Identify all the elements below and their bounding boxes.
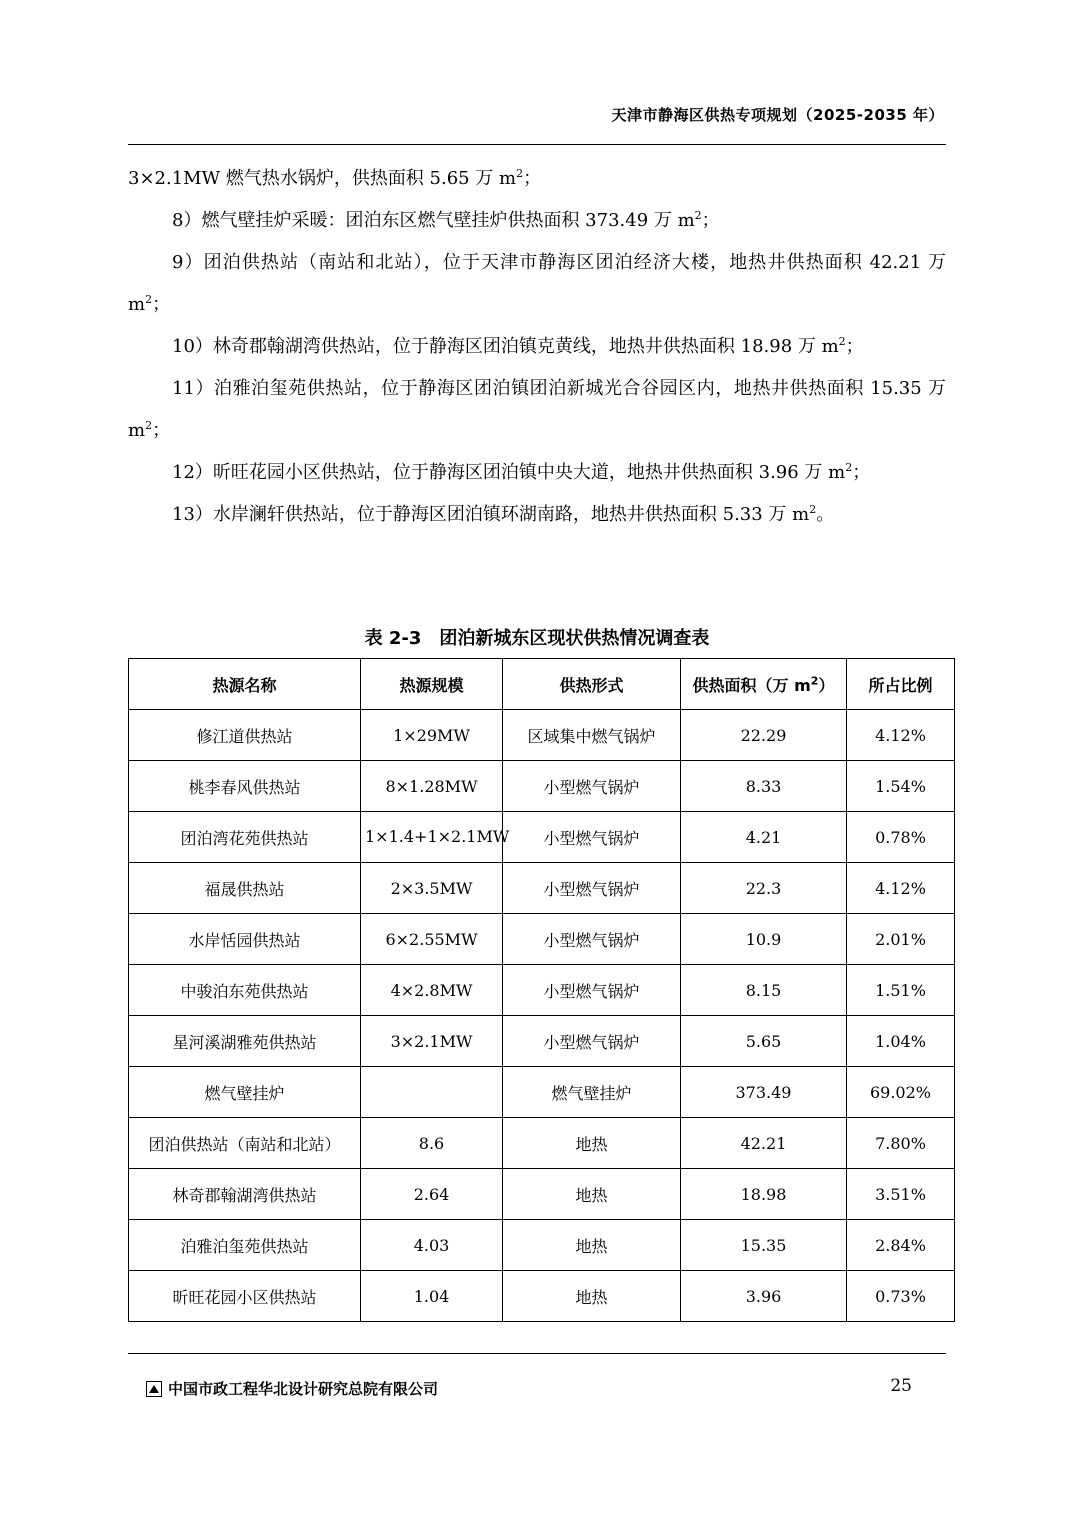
table-cell: 3.51% <box>847 1169 955 1220</box>
table-cell: 42.21 <box>681 1118 847 1169</box>
table-cell: 团泊湾花苑供热站 <box>129 812 361 863</box>
paragraph: 13）水岸澜轩供热站，位于静海区团泊镇环湖南路，地热井供热面积 5.33 万 $m^2$。 <box>172 503 835 525</box>
table-cell: 地热 <box>503 1220 681 1271</box>
col-header-scale: 热源规模 <box>361 659 503 710</box>
table-cell: 林奇郡翰湖湾供热站 <box>129 1169 361 1220</box>
table-row <box>129 812 955 863</box>
table-row <box>129 1016 955 1067</box>
table-cell: 小型燃气锅炉 <box>503 812 681 863</box>
table-row <box>129 761 955 812</box>
table-cell <box>361 1067 503 1118</box>
table-cell: 小型燃气锅炉 <box>503 863 681 914</box>
table-header-row <box>129 659 955 710</box>
col-header-source-name: 热源名称 <box>129 659 361 710</box>
table-cell: 泊雅泊玺苑供热站 <box>129 1220 361 1271</box>
table-cell: 5.65 <box>681 1016 847 1067</box>
table-cell: 1×29MW <box>361 710 503 761</box>
table-cell: 地热 <box>503 1169 681 1220</box>
table-cell: 福晟供热站 <box>129 863 361 914</box>
table-cell: 1.04 <box>361 1271 503 1322</box>
table-cell: 1.04% <box>847 1016 955 1067</box>
page-number: 25 <box>890 1376 912 1396</box>
table-cell: 水岸恬园供热站 <box>129 914 361 965</box>
table-cell: 小型燃气锅炉 <box>503 914 681 965</box>
table-cell: 区域集中燃气锅炉 <box>503 710 681 761</box>
table-cell: 小型燃气锅炉 <box>503 965 681 1016</box>
table-cell: 8.6 <box>361 1118 503 1169</box>
table-cell: 22.29 <box>681 710 847 761</box>
table-cell: 小型燃气锅炉 <box>503 1016 681 1067</box>
table-row <box>129 1067 955 1118</box>
paragraph: 8）燃气壁挂炉采暖：团泊东区燃气壁挂炉供热面积 373.49 万 $m^2$； <box>172 209 720 231</box>
table-cell: 地热 <box>503 1118 681 1169</box>
table-row <box>129 1220 955 1271</box>
table-cell: 1×1.4+1×2.1MW <box>361 812 503 863</box>
table-cell: 2.64 <box>361 1169 503 1220</box>
table-cell: 中骏泊东苑供热站 <box>129 965 361 1016</box>
paragraph: 12）昕旺花园小区供热站，位于静海区团泊镇中央大道，地热井供热面积 3.96 万 $m^2$； <box>172 461 871 483</box>
footer-divider <box>128 1353 946 1354</box>
table-cell: 0.73% <box>847 1271 955 1322</box>
table-row <box>129 1271 955 1322</box>
paragraph: 11）泊雅泊玺苑供热站，位于静海区团泊镇团泊新城光合谷园区内，地热井供热面积 15.35 万 $m^2$； <box>128 378 946 441</box>
table-caption: 表 2-3 团泊新城东区现状供热情况调查表 <box>364 628 710 649</box>
paragraph: 3×2.1MW 燃气热水锅炉，供热面积 5.65 万 $m^2$； <box>128 167 542 189</box>
table-cell: 4×2.8MW <box>361 965 503 1016</box>
paragraph: 9）团泊供热站（南站和北站），位于天津市静海区团泊经济大楼，地热井供热面积 42.21 万 $m^2$； <box>128 252 946 315</box>
table-cell: 22.3 <box>681 863 847 914</box>
table-cell: 8.33 <box>681 761 847 812</box>
paragraph: 10）林奇郡翰湖湾供热站，位于静海区团泊镇克黄线，地热井供热面积 18.98 万 $m^2$； <box>172 335 864 357</box>
table-row <box>129 863 955 914</box>
footer-org <box>146 1378 438 1399</box>
table-cell: 8×1.28MW <box>361 761 503 812</box>
table-cell: 0.78% <box>847 812 955 863</box>
table-cell: 燃气壁挂炉 <box>503 1067 681 1118</box>
header-title: 天津市静海区供热专项规划（2025-2035 年） <box>611 106 944 124</box>
table-cell: 小型燃气锅炉 <box>503 761 681 812</box>
table-cell: 69.02% <box>847 1067 955 1118</box>
table-cell: 1.54% <box>847 761 955 812</box>
header-divider <box>128 144 946 145</box>
table-cell: 地热 <box>503 1271 681 1322</box>
table-row <box>129 1169 955 1220</box>
table-cell: 团泊供热站（南站和北站） <box>129 1118 361 1169</box>
table-cell: 桃李春风供热站 <box>129 761 361 812</box>
table-cell: 15.35 <box>681 1220 847 1271</box>
heating-survey-table <box>128 658 955 1322</box>
table-cell: 3.96 <box>681 1271 847 1322</box>
table-row <box>129 965 955 1016</box>
table-row <box>129 914 955 965</box>
table-cell: 6×2.55MW <box>361 914 503 965</box>
table-cell: 2.01% <box>847 914 955 965</box>
table-cell: 373.49 <box>681 1067 847 1118</box>
table-cell: 4.12% <box>847 863 955 914</box>
table-row <box>129 1118 955 1169</box>
table-cell: 10.9 <box>681 914 847 965</box>
footer-org-name: 中国市政工程华北设计研究总院有限公司 <box>168 1380 439 1398</box>
company-logo-icon <box>146 1381 162 1397</box>
table-cell: 2.84% <box>847 1220 955 1271</box>
table-cell: 2×3.5MW <box>361 863 503 914</box>
body-text <box>128 158 946 536</box>
table-cell: 3×2.1MW <box>361 1016 503 1067</box>
table-cell: 7.80% <box>847 1118 955 1169</box>
table-cell: 4.12% <box>847 710 955 761</box>
table-cell: 星河溪湖雅苑供热站 <box>129 1016 361 1067</box>
col-header-area: 供热面积（万 $m^2$） <box>681 659 847 710</box>
table-cell: 1.51% <box>847 965 955 1016</box>
table-cell: 4.03 <box>361 1220 503 1271</box>
table-row <box>129 710 955 761</box>
col-header-ratio: 所占比例 <box>847 659 955 710</box>
table-cell: 4.21 <box>681 812 847 863</box>
table-cell: 燃气壁挂炉 <box>129 1067 361 1118</box>
table-cell: 昕旺花园小区供热站 <box>129 1271 361 1322</box>
table-cell: 修江道供热站 <box>129 710 361 761</box>
table-cell: 8.15 <box>681 965 847 1016</box>
col-header-form: 供热形式 <box>503 659 681 710</box>
table-cell: 18.98 <box>681 1169 847 1220</box>
